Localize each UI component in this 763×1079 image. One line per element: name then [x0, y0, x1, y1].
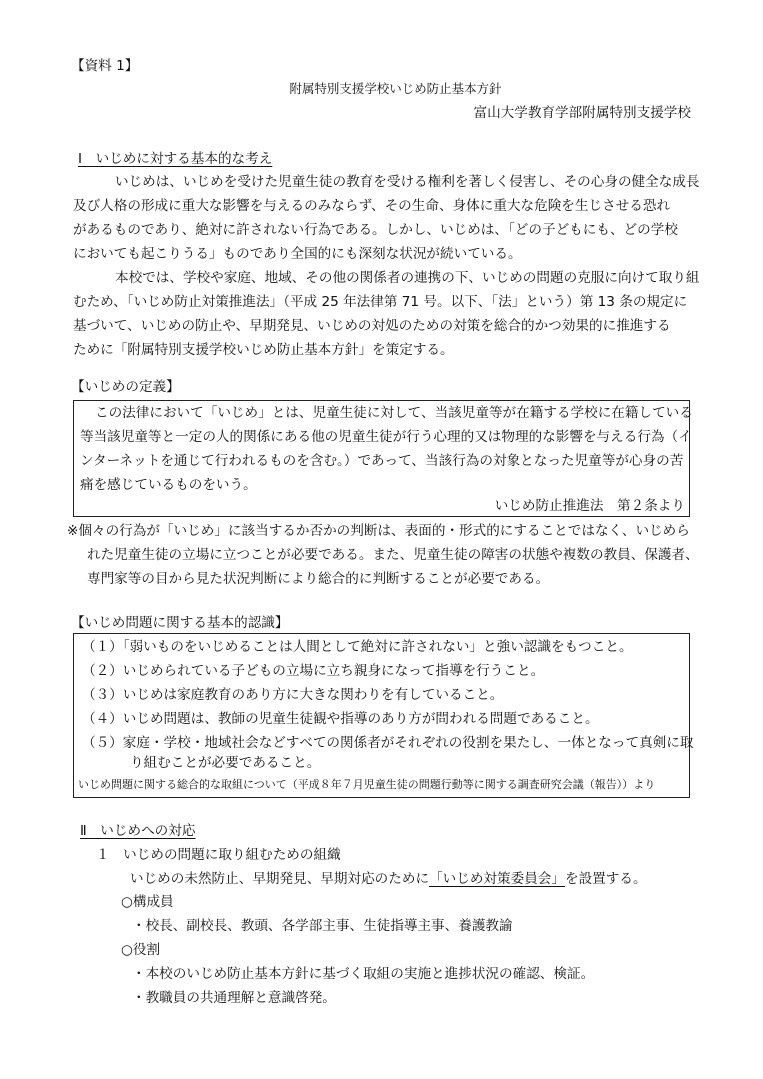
section1-para2-line2: むため、「いじめ防止対策推進法」（平成 25 年法律第 71 号。以下、「法」という）第 13 条の規定に: [73, 294, 688, 310]
document-label: 【資料 1】: [71, 58, 139, 74]
definition-source: いじめ防止推進法 第２条より: [494, 498, 685, 514]
section1-para1-line1: いじめは、いじめを受けた児童生徒の教育を受ける権利を著しく侵害し、その心身の健全な成長: [115, 174, 700, 190]
sub1-text-pre: いじめの未然防止、早期発見、早期対応のために: [130, 871, 430, 887]
section1-para2-line4: ために「附属特別支援学校いじめ防止基本方針」を策定する。: [73, 342, 454, 358]
role-item-1: ・本校のいじめ防止基本方針に基づく取組の実施と進捗状況の確認、検証。: [132, 966, 595, 982]
definition-line3: ンターネットを通じて行われるものを含む。）であって、当該行為の対象となった児童等が心身の苦: [80, 453, 684, 469]
members-list: ・校長、副校長、教頭、各学部主事、生徒指導主事、養護教諭: [132, 918, 513, 934]
page-title: 附属特別支援学校いじめ防止基本方針: [289, 81, 502, 96]
definition-note-line3: 専門家等の目から見た状況判断により総合的に判断することが必要である。: [87, 571, 550, 587]
sub1-text-post: を設置する。: [565, 871, 647, 887]
school-name: 富山大学教育学部附属特別支援学校: [473, 105, 691, 121]
section2-sub1-text: [130, 869, 647, 889]
recognition-item-5: （５）家庭・学校・地域社会などすべての関係者がそれぞれの役割を果たし、一体となって真剣に取: [82, 735, 694, 751]
section1-para2-line1: 本校では、学校や家庭、地域、その他の関係者の連携の下、いじめの問題の克服に向けて取り組: [115, 270, 700, 286]
definition-note-line2: れた児童生徒の立場に立つことが必要である。また、児童生徒の障害の状態や複数の教員、保護者、: [87, 547, 699, 563]
definition-heading: 【いじめの定義】: [71, 379, 180, 395]
role-item-2: ・教職員の共通理解と意識啓発。: [132, 990, 336, 1006]
definition-note-line1: ※個々の行為が「いじめ」に該当するか否かの判断は、表面的・形式的にすることではなく、いじめら: [67, 523, 690, 539]
recognition-item-3: （３）いじめは家庭教育のあり方に大きな関わりを有していること。: [82, 687, 504, 703]
recognition-item-1: （１）「弱いものをいじめることは人間として絶対に許されない」と強い認識をもつこと。: [82, 639, 633, 655]
section1-para1-line2: 及び人格の形成に重大な影響を与えるのみならず、その生命、身体に重大な危険を生じさせる恐れ: [73, 198, 671, 214]
section1-heading: Ⅰ いじめに対する基本的な考え: [78, 151, 273, 167]
recognition-item-5-cont: り組むことが必要であること。: [130, 755, 321, 771]
members-heading: ○構成員: [121, 894, 174, 910]
roles-heading: ○役割: [121, 942, 161, 958]
definition-line1: この法律において「いじめ」とは、児童生徒に対して、当該児童等が在籍する学校に在籍している: [95, 405, 693, 421]
section1-para1-line4: においても起こりうる」ものであり全国的にも深刻な状況が続いている。: [73, 246, 522, 262]
recognition-heading: 【いじめ問題に関する基本的認識】: [71, 615, 289, 631]
committee-name: 「いじめ対策委員会」: [429, 871, 565, 887]
recognition-item-4: （４）いじめ問題は、教師の児童生徒観や指導のあり方が問われる問題であること。: [82, 711, 599, 727]
section2-subheading-1: １ いじめの問題に取り組むための組織: [96, 847, 341, 863]
definition-line4: 痛を感じているものをいう。: [80, 477, 257, 493]
section1-para1-line3: があるものであり、絶対に許されない行為である。しかし、いじめは、「どの子どもにも、どの学校: [73, 222, 678, 238]
recognition-source: いじめ問題に関する総合的な取組について（平成８年７月児童生徒の問題行動等に関する調査研究会議（報告））より: [78, 778, 656, 791]
section2-heading: Ⅱ いじめへの対応: [80, 823, 196, 839]
section1-para2-line3: 基づいて、いじめの防止や、早期発見、いじめの対処のための対策を総合的かつ効果的に推進する: [73, 318, 671, 334]
recognition-item-2: （２）いじめられている子どもの立場に立ち親身になって指導を行うこと。: [82, 663, 545, 679]
definition-line2: 等当該児童等と一定の人的関係にある他の児童生徒が行う心理的又は物理的な影響を与える行為（イ: [80, 429, 692, 445]
